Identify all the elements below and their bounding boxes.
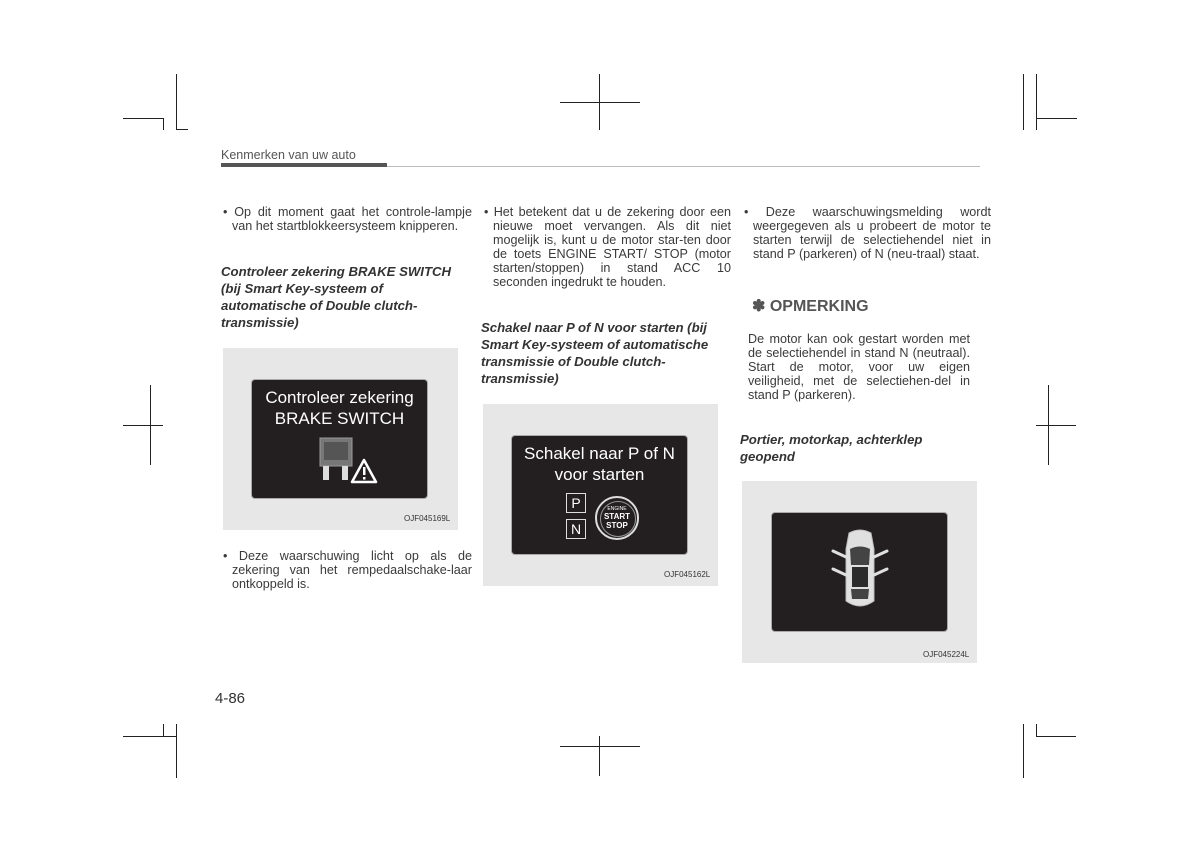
col1-bullet-startblokkeer: • Op dit moment gaat het controle-lampje van het startblokkeersysteem knipperen.	[223, 205, 472, 233]
col3-heading-portier: Portier, motorkap, achterklep geopend	[740, 432, 923, 464]
col1-heading-brake-switch: Controleer zekering BRAKE SWITCH (bij Smart Key-systeem of automatische of Double clutch-transmissie)	[221, 264, 452, 330]
figure-code: OJF045162L	[664, 570, 711, 579]
figure-shift-p-n	[483, 404, 718, 586]
col2-bullet-zekering: • Het betekent dat u de zekering door een nieuwe moet vervangen. Als dit niet mogelijk is, kunt u de motor star-ten door de toets ENGINE START/ STOP (motor starten/stoppen) in stand ACC 10 seconden ingedrukt te houden.	[484, 205, 731, 289]
note-title: ✽ OPMERKING	[752, 298, 869, 315]
door-open-display	[771, 512, 948, 632]
display-line-1: Schakel naar P of N	[524, 444, 675, 463]
display-line-2: voor starten	[554, 465, 645, 484]
col3-bullet-waarschuwing: • Deze waarschuwingsmelding wordt weergegeven als u probeert de motor te starten terwijl de selectiehendel niet in stand P (parkeren) of N (neu-traal) staat.	[744, 205, 991, 261]
gear-p-indicator: P	[566, 493, 586, 513]
section-header: Kenmerken van uw auto	[221, 148, 356, 162]
start-stop-button-icon: ENGINE START STOP	[595, 496, 639, 540]
figure-code: OJF045169L	[404, 514, 451, 523]
gear-n-indicator: N	[566, 519, 586, 539]
display-line-1: Controleer zekering	[265, 388, 414, 407]
display-line-2: BRAKE SWITCH	[274, 409, 405, 428]
header-bar	[221, 163, 387, 167]
page-number: 4-86	[215, 690, 246, 707]
fuse-warning-icon	[318, 436, 378, 488]
col2-heading-schakel: Schakel naar P of N voor starten (bij Smart Key-systeem of automatische transmissie of Double clutch-transmissie)	[481, 320, 709, 386]
shift-display	[511, 435, 688, 555]
note-text: De motor kan ook gestart worden met de selectiehendel in stand N (neutraal). Start de motor, voor uw eigen veiligheid, met de selectiehen-del in stand P (parkeren).	[748, 332, 970, 402]
car-doors-open-icon	[827, 527, 893, 617]
col1-bullet-rempedaal: • Deze waarschuwing licht op als de zekering van het rempedaalschake-laar ontkoppeld is.	[223, 549, 472, 591]
figure-door-open	[742, 481, 977, 663]
brake-switch-display	[251, 379, 428, 499]
figure-code: OJF045224L	[923, 650, 970, 659]
figure-brake-switch	[223, 348, 458, 530]
header-rule	[387, 166, 980, 167]
